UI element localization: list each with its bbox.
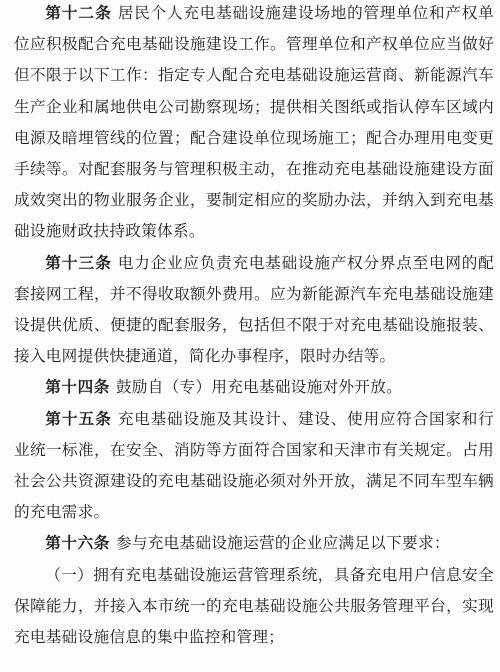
article-text: 参与充电基础设施运营的企业应满足以下要求： xyxy=(115,534,450,553)
article-12 xyxy=(14,0,494,248)
article-label: 第十五条 xyxy=(45,409,112,428)
article-label: 第十四条 xyxy=(45,378,110,397)
article-label: 第十二条 xyxy=(45,4,112,22)
article-15 xyxy=(14,404,494,529)
article-14 xyxy=(14,372,494,403)
list-item-text: （一）拥有充电基础设施运营管理系统，具备充电用户信息安全保障能力，并接入本市统一的充电基础设施公共服务管理平台，实现充电基础设施信息的集中监控和管理； xyxy=(14,565,494,647)
document-page xyxy=(14,0,494,653)
article-text: 居民个人充电基础设施建设场地的管理单位和产权单位应积极配合充电基础设施建设工作。管理单位和产权单位应当做好但不限于以下工作：指定专人配合充电基础设施运营商、新能源汽车生产企业和属地供电公司勘察现场；提供相关图纸或指认停车区域内电源及暗埋管线的位置；配合建设单位现场施工；配合办理用电变更手续等。对配套服务与管理积极主动，在推动充电基础设施建设方面成效突出的物业服务企业，要制定相应的奖励办法，并纳入到充电基础设施财政扶持政策体系。 xyxy=(14,4,494,241)
article-label: 第十六条 xyxy=(45,534,110,553)
article-label: 第十三条 xyxy=(45,253,112,272)
list-item xyxy=(14,560,494,654)
article-text: 电力企业应负责充电基础设施产权分界点至电网的配套接网工程，并不得收取额外费用。应为新能源汽车充电基础设施建设提供优质、便捷的配套服务，包括但不限于对充电基础设施报装、接入电网提供快捷通道，简化办事程序，限时办结等。 xyxy=(14,253,494,366)
article-text: 鼓励自（专）用充电基础设施对外开放。 xyxy=(115,378,403,397)
article-16 xyxy=(14,528,494,559)
article-text: 充电基础设施及其设计、建设、使用应符合国家和行业统一标准，在安全、消防等方面符合国家和天津市有关规定。占用社会公共资源建设的充电基础设施必须对外开放，满足不同车型车辆的充电需求。 xyxy=(14,409,494,522)
article-13 xyxy=(14,248,494,373)
